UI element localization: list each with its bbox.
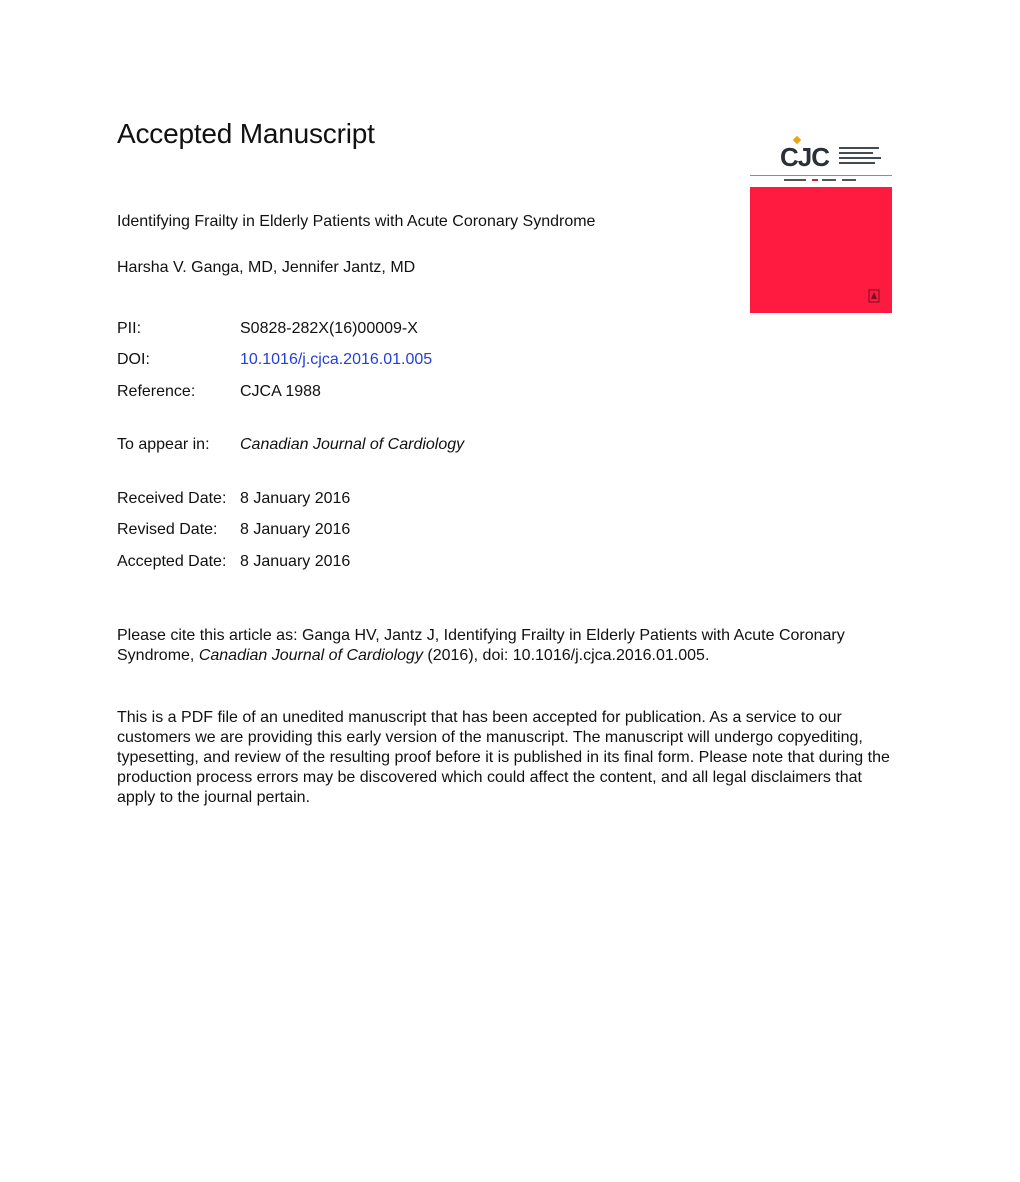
received-label: Received Date: (117, 490, 227, 507)
journal-cover-image (750, 133, 892, 313)
accepted-value: 8 January 2016 (240, 553, 351, 570)
doi-label: DOI: (117, 351, 150, 368)
cjc-logo: CJC (780, 142, 830, 172)
cover-red-panel (750, 187, 892, 313)
article-title: Identifying Frailty in Elderly Patients with Acute Coronary Syndrome (117, 213, 596, 230)
received-value: 8 January 2016 (240, 490, 351, 507)
disclaimer-paragraph: This is a PDF file of an unedited manuscript that has been accepted for publication. As a service to our customers we are providing this early version of the manuscript. The manuscript will undergo copyediting, typesetting, and review of the resulting proof before it is published in its final form. Please note that during the production process errors may be discovered which could affect the content, and all legal disclaimers that apply to the journal pertain. (117, 709, 890, 806)
pii-value: S0828-282X(16)00009-X (240, 320, 418, 337)
citation-doi: (2016), doi: 10.1016/j.cjca.2016.01.005. (422, 647, 710, 664)
authors-line: Harsha V. Ganga, MD, Jennifer Jantz, MD (117, 259, 416, 276)
reference-label: Reference: (117, 383, 196, 400)
revised-value: 8 January 2016 (240, 521, 351, 538)
citation-text: Please cite this article as: Ganga HV, Jantz J, Identifying Frailty in Elderly Patients with Acute Coronary Syndrome, (117, 627, 845, 664)
journal-name: Canadian Journal of Cardiology (240, 436, 465, 453)
doi-link[interactable]: 10.1016/j.cjca.2016.01.005 (240, 351, 433, 368)
revised-label: Revised Date: (117, 521, 218, 538)
page-heading: Accepted Manuscript (117, 118, 375, 149)
citation-journal: Canadian Journal of Cardiology (198, 647, 423, 664)
reference-value: CJCA 1988 (240, 383, 321, 400)
accepted-label: Accepted Date: (117, 553, 227, 570)
cover-info-band (750, 176, 892, 187)
citation-paragraph (117, 626, 897, 666)
publisher-emblem-icon (868, 289, 880, 303)
cover-header (750, 133, 892, 175)
appear-label: To appear in: (117, 436, 210, 453)
pii-label: PII: (117, 320, 142, 337)
cover-title-lines (839, 147, 883, 167)
